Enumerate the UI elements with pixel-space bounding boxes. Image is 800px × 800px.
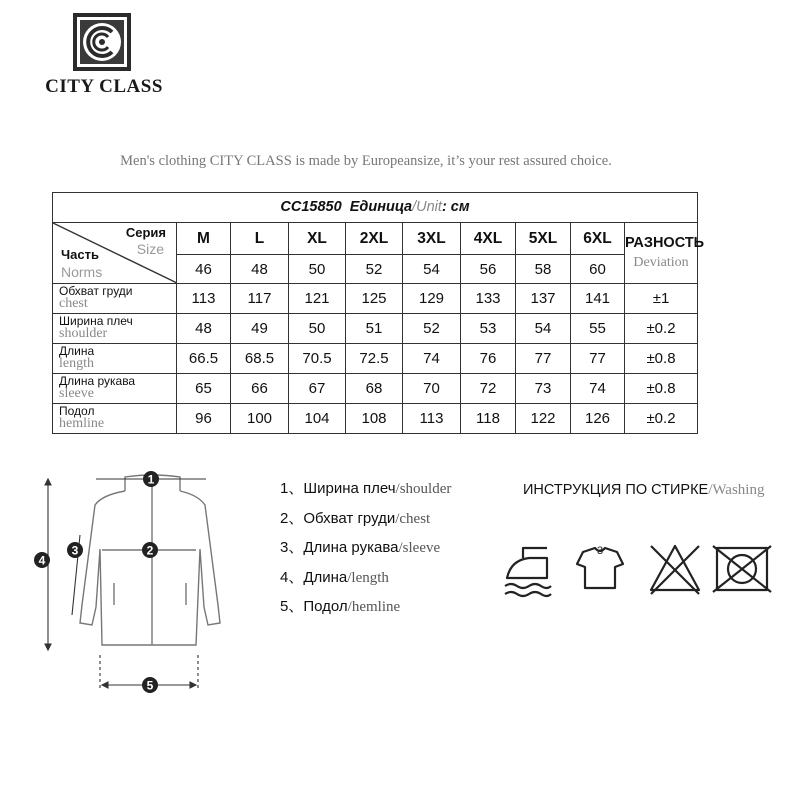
jacket-outline <box>80 491 220 645</box>
size-table <box>52 192 705 434</box>
measure-value-cell: 65 <box>177 374 231 404</box>
measure-value-cell: 70 <box>403 374 461 404</box>
table-title: CC15850 Единица/Unit: см <box>53 193 698 223</box>
measure-value-cell: 117 <box>231 284 289 314</box>
table-corner-cell <box>53 223 177 284</box>
deviation-header-en: Deviation <box>633 255 689 271</box>
measure-value-cell: 77 <box>571 344 625 374</box>
measure-label-en: shoulder <box>59 326 108 342</box>
table-row <box>53 374 698 404</box>
measure-value-cell: 141 <box>571 284 625 314</box>
deviation-header-ru: РАЗНОСТЬ <box>625 234 705 251</box>
washing-icons <box>503 540 793 600</box>
measure-value-cell: 73 <box>516 374 571 404</box>
measure-label-en: hemline <box>59 416 105 432</box>
measure-value-cell: 67 <box>289 374 346 404</box>
measurement-legend <box>280 478 451 626</box>
measure-value-cell: 53 <box>461 314 516 344</box>
size-header: XL <box>289 223 346 255</box>
norm-cell: 56 <box>461 255 516 284</box>
diagram-markers <box>34 471 159 693</box>
marker-4-label: 4 <box>38 553 46 568</box>
dry-flat-label: 3 <box>596 545 604 557</box>
part-label-en: Norms <box>61 264 103 280</box>
norm-cell: 60 <box>571 255 625 284</box>
legend-item: 1、Ширина плеч/shoulder <box>280 480 452 497</box>
measure-value-cell: 50 <box>289 314 346 344</box>
legend-item: 5、Подол/hemline <box>280 598 401 615</box>
deviation-header <box>625 223 705 284</box>
measure-value-cell: 72.5 <box>346 344 403 374</box>
no-bleach-icon <box>651 546 699 594</box>
measure-value-cell: 68.5 <box>231 344 289 374</box>
measure-value-cell: 100 <box>231 404 289 434</box>
table-row <box>53 284 698 314</box>
norm-cell: 52 <box>346 255 403 284</box>
measure-value-cell: 77 <box>516 344 571 374</box>
measure-value-cell: 104 <box>289 404 346 434</box>
legend-item: 3、Длина рукава/sleeve <box>280 539 441 556</box>
deviation-cell: ±0.2 <box>625 314 698 344</box>
measure-value-cell: 125 <box>346 284 403 314</box>
measure-value-cell: 126 <box>571 404 625 434</box>
no-tumble-dry-icon <box>713 546 771 592</box>
measure-label-cell <box>53 284 177 314</box>
size-header: 5XL <box>516 223 571 255</box>
dry-flat-icon <box>577 545 623 588</box>
measure-value-cell: 137 <box>516 284 571 314</box>
size-header: M <box>177 223 231 255</box>
table-row <box>53 314 698 344</box>
size-header: 3XL <box>403 223 461 255</box>
marker-1-label: 1 <box>147 472 155 487</box>
series-label-ru: Серия <box>125 225 166 240</box>
marker-5-label: 5 <box>146 678 154 693</box>
measure-value-cell: 122 <box>516 404 571 434</box>
part-label-ru: Часть <box>61 247 99 262</box>
measure-value-cell: 51 <box>346 314 403 344</box>
table-row <box>53 344 698 374</box>
measure-value-cell: 66 <box>231 374 289 404</box>
measure-value-cell: 55 <box>571 314 625 344</box>
measure-label-cell <box>53 404 177 434</box>
brand-name: CITY CLASS <box>45 76 163 97</box>
brand-logo <box>72 12 132 72</box>
tagline: Men's clothing CITY CLASS is made by Europeansize, it’s your rest assured choice. <box>120 153 612 169</box>
legend-item: 4、Длина/length <box>280 568 389 586</box>
measure-value-cell: 48 <box>177 314 231 344</box>
size-header: 6XL <box>571 223 625 255</box>
iron-icon <box>505 548 551 596</box>
marker-3-label: 3 <box>71 543 79 558</box>
deviation-cell: ±1 <box>625 284 698 314</box>
measure-value-cell: 96 <box>177 404 231 434</box>
norm-cell: 46 <box>177 255 231 284</box>
size-header: 2XL <box>346 223 403 255</box>
measure-label-cell <box>53 314 177 344</box>
measure-label-en: sleeve <box>59 386 94 402</box>
measurement-rows <box>53 284 698 434</box>
measure-label-cell <box>53 344 177 374</box>
measure-value-cell: 113 <box>403 404 461 434</box>
measure-value-cell: 72 <box>461 374 516 404</box>
measure-value-cell: 74 <box>403 344 461 374</box>
measure-value-cell: 129 <box>403 284 461 314</box>
deviation-cell: ±0.8 <box>625 344 698 374</box>
measure-value-cell: 49 <box>231 314 289 344</box>
measure-value-cell: 118 <box>461 404 516 434</box>
measure-value-cell: 54 <box>516 314 571 344</box>
measure-label-en: chest <box>59 296 88 312</box>
size-header: 4XL <box>461 223 516 255</box>
marker-2-label: 2 <box>146 543 154 558</box>
measure-label-ru: Длина <box>59 344 95 359</box>
measure-value-cell: 76 <box>461 344 516 374</box>
norm-cell: 58 <box>516 255 571 284</box>
measure-value-cell: 121 <box>289 284 346 314</box>
legend-item: 2、Обхват груди/chest <box>280 509 431 527</box>
measure-value-cell: 70.5 <box>289 344 346 374</box>
measure-label-en: length <box>59 356 94 372</box>
jacket-diagram <box>30 465 230 705</box>
measure-label-ru: Ширина плеч <box>59 314 133 329</box>
deviation-cell: ±0.8 <box>625 374 698 404</box>
measure-value-cell: 74 <box>571 374 625 404</box>
measure-value-cell: 68 <box>346 374 403 404</box>
measure-label-ru: Подол <box>59 404 95 419</box>
measure-value-cell: 113 <box>177 284 231 314</box>
deviation-cell: ±0.2 <box>625 404 698 434</box>
measure-value-cell: 52 <box>403 314 461 344</box>
measure-value-cell: 108 <box>346 404 403 434</box>
size-header: L <box>231 223 289 255</box>
norm-cell: 54 <box>403 255 461 284</box>
measure-value-cell: 66.5 <box>177 344 231 374</box>
series-label-en: Size <box>136 241 164 257</box>
measure-label-cell <box>53 374 177 404</box>
measure-label-ru: Длина рукава <box>59 374 136 389</box>
measure-value-cell: 133 <box>461 284 516 314</box>
table-row <box>53 404 698 434</box>
measure-label-ru: Обхват груди <box>59 284 133 299</box>
norm-cell: 48 <box>231 255 289 284</box>
norm-cell: 50 <box>289 255 346 284</box>
washing-title: ИНСТРУКЦИЯ ПО СТИРКЕ/Washing <box>523 482 765 498</box>
